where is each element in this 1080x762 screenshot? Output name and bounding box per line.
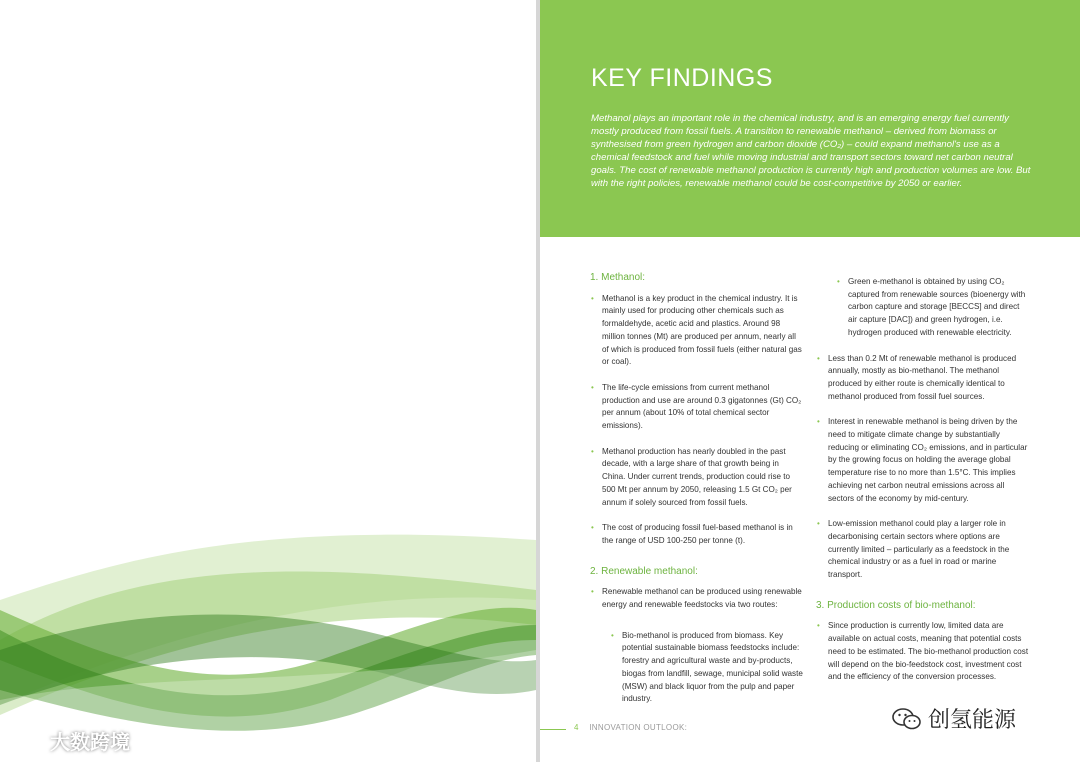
bullet-item: • Interest in renewable methanol is being driven by the need to mitigate climate change by substantially reducing or eliminating CO₂ emissions, and in particular by the growing focus on holding the average global temperature rise to no more than 1.5°C. This implies achieving net carbon neutral emissions across all sectors of the economy by mid-century. xyxy=(816,416,1030,505)
watermark-logo-icon xyxy=(8,730,44,752)
footer-label: INNOVATION OUTLOOK: xyxy=(589,723,688,732)
watermark-right xyxy=(892,703,1016,734)
bullet-item: • The cost of producing fossil fuel-based methanol is in the range of USD 100-250 per tonne (t). xyxy=(590,522,804,547)
intro-paragraph: Methanol plays an important role in the chemical industry, and is an emerging energy fuel currently mostly produced from fossil fuels. A transition to renewable methanol – derived from biomass or synthesised from green hydrogen and carbon dioxide (CO₂) – could expand methanol's use as a chemical feedstock and fuel while moving industrial and transport sectors toward net carbon neutral goals. The cost of renewable methanol production is currently high and production volumes are low. But with the right policies, renewable methanol could be cost-competitive by 2050 or earlier. xyxy=(591,113,1031,190)
wechat-icon xyxy=(892,707,922,731)
left-column xyxy=(590,272,804,719)
sub-bullet-item: • Bio-methanol is produced from biomass. Key potential sustainable biomass feedstocks include: forestry and agricultural waste and by-products, biogas from landfill, sewage, municipal solid waste (MSW) and black liquor from the pulp and paper industry. xyxy=(610,630,804,706)
page-number: 4 xyxy=(574,723,579,732)
bullet-item: • Methanol production has nearly doubled in the past decade, with a large share of that growth being in China. Under current trends, production could rise to 500 Mt per annum by 2050, releasing 1.5 Gt CO₂ per annum if solely sourced from fossil fuels. xyxy=(590,446,804,510)
watermark-right-text: 创氢能源 xyxy=(928,707,1017,732)
left-page xyxy=(0,0,536,762)
sub-bullet-item: • Green e-methanol is obtained by using CO₂ captured from renewable sources (bioenergy with carbon capture and storage [BECCS] and direct air capture [DAC]) and green hydrogen, i.e. hydrogen produced with renewable electricity. xyxy=(836,276,1030,340)
bullet-item: • Renewable methanol can be produced using renewable energy and renewable feedstocks via two routes: xyxy=(590,586,804,611)
bullet-item: • Methanol is a key product in the chemical industry. It is mainly used for producing other chemicals such as formaldehyde, acetic acid and plastics. Around 98 million tonnes (Mt) are produced per annum, nearly all of which is produced from fossil fuels (either natural gas or coal). xyxy=(590,293,804,369)
bullet-item: • The life-cycle emissions from current methanol production and use are around 0.3 gigatonnes (Gt) CO₂ per annum (about 10% of total chemical sector emissions). xyxy=(590,382,804,433)
green-wave-graphic xyxy=(0,0,536,762)
section-title-renewable: 2. Renewable methanol: xyxy=(590,565,698,577)
key-findings-banner xyxy=(540,0,1080,237)
right-column xyxy=(816,272,1030,697)
section-title-methanol: 1. Methanol: xyxy=(590,272,646,283)
bullet-item: • Low-emission methanol could play a larger role in decarbonising certain sectors where options are currently limited – particularly as a feedstock in the chemical industry or as a fuel in road or marine transport. xyxy=(816,518,1030,582)
bullet-item: • Since production is currently low, limited data are available on actual costs, meaning that potential costs need to be estimated. The bio-methanol production cost will depend on the bio-feedstock cost, investment cost and the efficiency of the conversion processes. xyxy=(816,620,1030,684)
watermark-left xyxy=(8,726,130,755)
bullet-item: • Less than 0.2 Mt of renewable methanol is produced annually, mostly as bio-methanol. The methanol produced by either route is chemically identical to methanol produced from fossil fuel sources. xyxy=(816,353,1030,404)
page-footer xyxy=(574,723,687,732)
section-title-costs: 3. Production costs of bio-methanol: xyxy=(816,599,976,611)
watermark-left-text: 大数跨境 xyxy=(50,732,130,754)
page-title: KEY FINDINGS xyxy=(591,64,773,92)
right-page xyxy=(540,0,1080,762)
footer-rule xyxy=(540,729,566,730)
